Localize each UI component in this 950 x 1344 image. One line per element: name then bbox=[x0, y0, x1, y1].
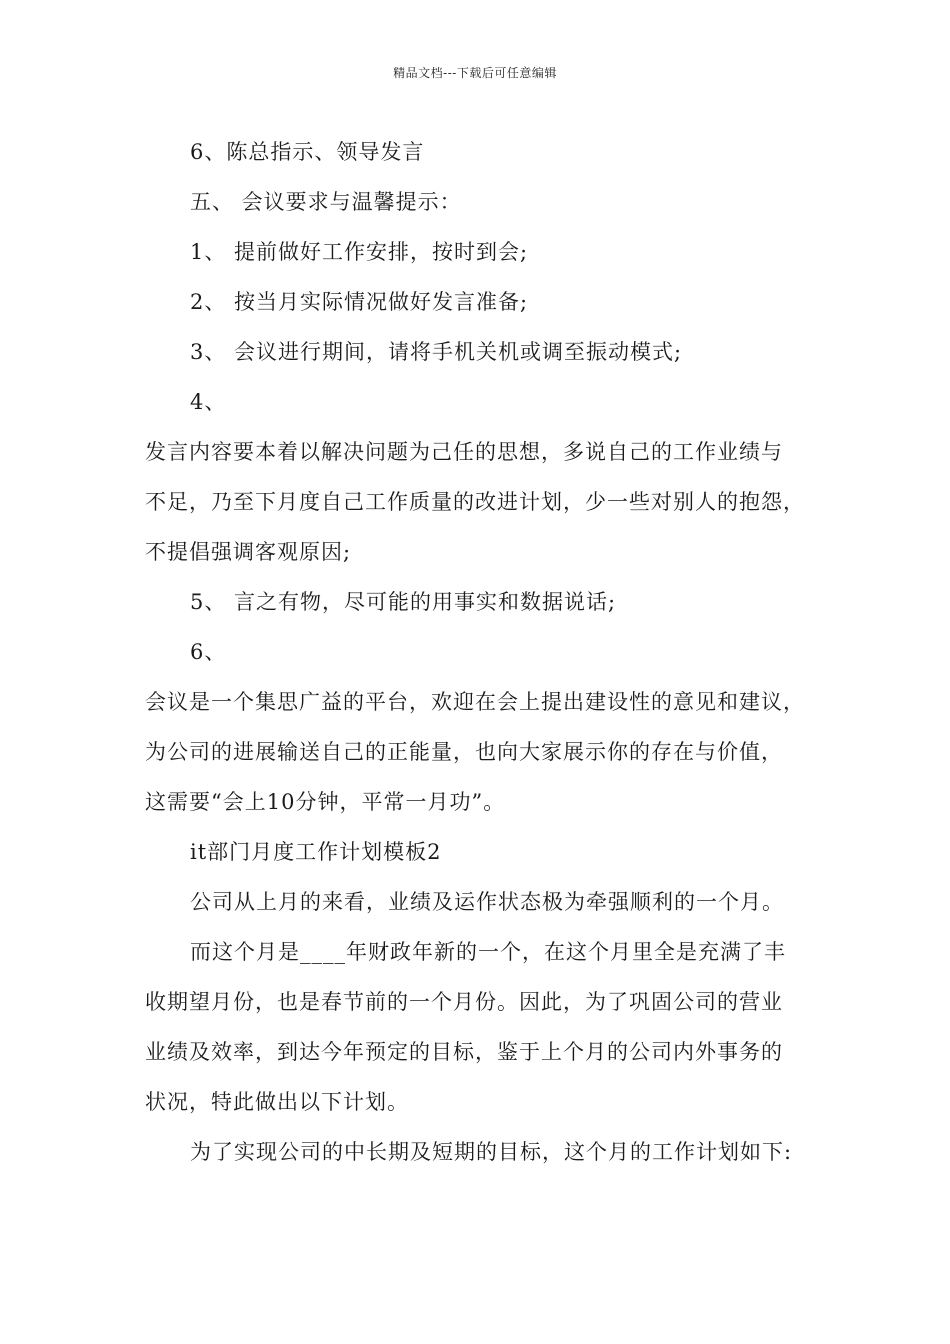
text-line-requirement-3: 3、 会议进行期间，请将手机关机或调至振动模式; bbox=[190, 340, 683, 364]
text-line-paragraph: 收期望月份，也是春节前的一个月份。因此，为了巩固公司的营业 bbox=[145, 990, 783, 1014]
text-line-requirement-4-body: 发言内容要本着以解决问题为己任的思想，多说自己的工作业绩与 bbox=[145, 440, 783, 464]
text-line-requirement-5: 5、 言之有物，尽可能的用事实和数据说话; bbox=[190, 590, 617, 614]
page-header: 精品文档---下载后可任意编辑 bbox=[393, 66, 557, 80]
text-line-requirement-6-body: 这需要“会上10分钟，平常一月功”。 bbox=[145, 790, 506, 814]
text-line-section-5-heading: 五、 会议要求与温馨提示： bbox=[190, 190, 462, 214]
text-line-requirement-4-number: 4、 bbox=[190, 390, 227, 414]
text-line-requirement-6-body: 为公司的进展输送自己的正能量，也向大家展示你的存在与价值， bbox=[145, 740, 783, 764]
text-line-paragraph: 为了实现公司的中长期及短期的目标，这个月的工作计划如下: bbox=[190, 1140, 793, 1164]
text-line-requirement-2: 2、 按当月实际情况做好发言准备; bbox=[190, 290, 529, 314]
text-line-requirement-1: 1、 提前做好工作安排，按时到会; bbox=[190, 240, 529, 264]
text-line-requirement-4-body: 不提倡强调客观原因; bbox=[145, 540, 352, 564]
text-line-meeting-item-6: 6、陈总指示、领导发言 bbox=[190, 140, 425, 164]
text-line-requirement-6-number: 6、 bbox=[190, 640, 227, 664]
text-line-paragraph: 公司从上月的来看，业绩及运作状态极为牵强顺利的一个月。 bbox=[190, 890, 784, 914]
text-line-requirement-4-body: 不足，乃至下月度自己工作质量的改进计划，少一些对别人的抱怨， bbox=[145, 490, 805, 514]
text-line-paragraph: 业绩及效率，到达今年预定的目标，鉴于上个月的公司内外事务的 bbox=[145, 1040, 783, 1064]
text-line-paragraph: 状况，特此做出以下计划。 bbox=[145, 1090, 409, 1114]
section-title: it部门月度工作计划模板2 bbox=[190, 840, 442, 864]
text-line-requirement-6-body: 会议是一个集思广益的平台，欢迎在会上提出建设性的意见和建议， bbox=[145, 690, 805, 714]
text-line-paragraph: 而这个月是____年财政年新的一个，在这个月里全是充满了丰 bbox=[190, 940, 786, 964]
